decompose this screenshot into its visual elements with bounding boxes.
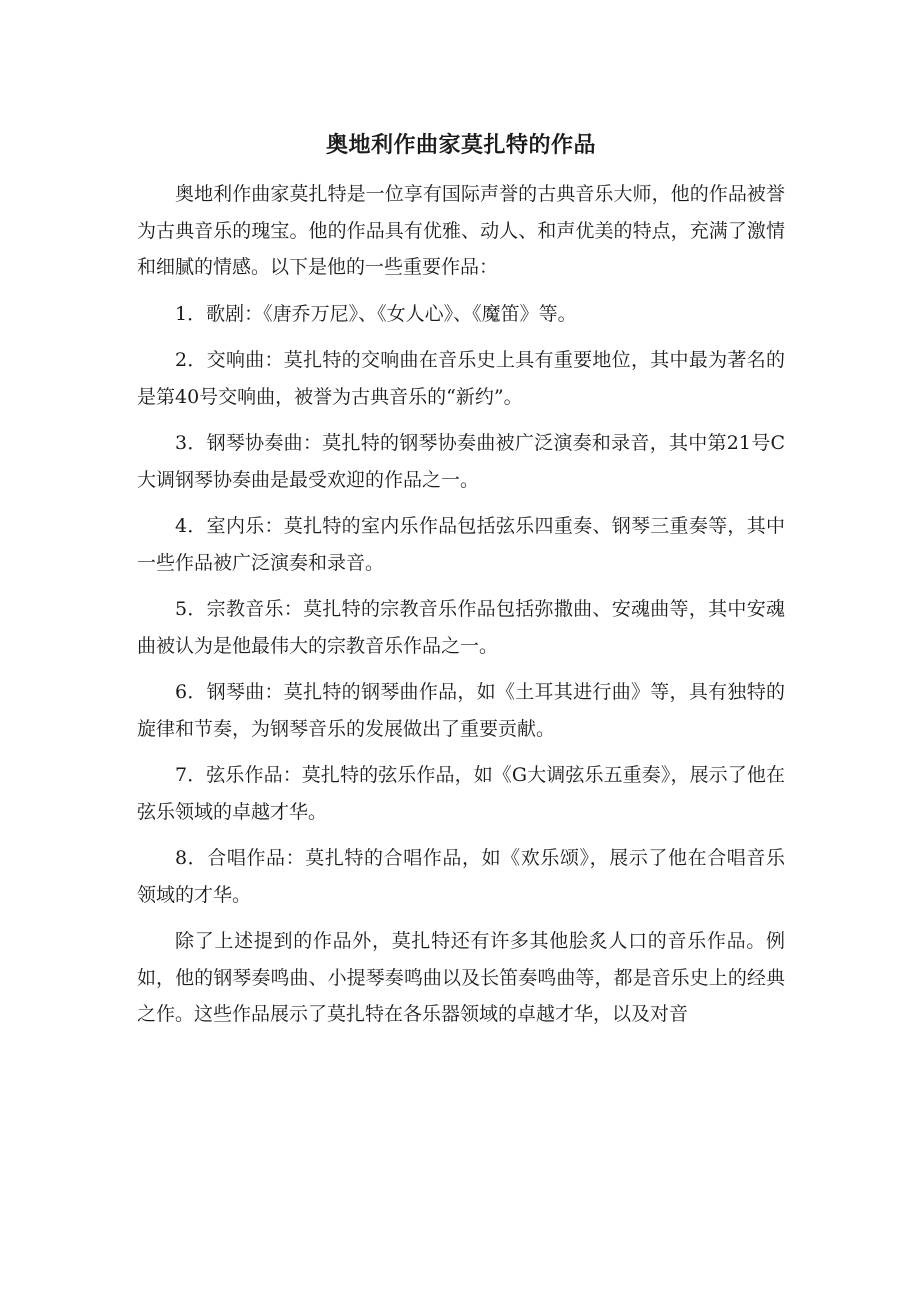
document-page bbox=[137, 128, 785, 1043]
list-item-chamber-music: 4．室内乐：莫扎特的室内乐作品包括弦乐四重奏、钢琴三重奏等，其中一些作品被广泛演奏和录音。 bbox=[137, 515, 785, 574]
list-item-piano-concerto: 3．钢琴协奏曲：莫扎特的钢琴协奏曲被广泛演奏和录音，其中第21号C大调钢琴协奏曲是最受欢迎的作品之一。 bbox=[137, 432, 785, 491]
list-item-opera: 1．歌剧：《唐乔万尼》、《女人心》、《魔笛》等。 bbox=[175, 302, 577, 325]
list-item-choral-works: 8．合唱作品：莫扎特的合唱作品，如《欢乐颂》，展示了他在合唱音乐领域的才华。 bbox=[137, 847, 785, 906]
list-item-sacred-music: 5．宗教音乐：莫扎特的宗教音乐作品包括弥撒曲、安魂曲等，其中安魂曲被认为是他最伟大的宗教音乐作品之一。 bbox=[137, 598, 785, 657]
document-title: 奥地利作曲家莫扎特的作品 bbox=[325, 132, 596, 158]
intro-paragraph: 奥地利作曲家莫扎特是一位享有国际声誉的古典音乐大师，他的作品被誉为古典音乐的瑰宝。他的作品具有优雅、动人、和声优美的特点，充满了激情和细腻的情感。以下是他的一些重要作品： bbox=[137, 183, 785, 278]
list-item-string-works: 7．弦乐作品：莫扎特的弦乐作品，如《G大调弦乐五重奏》，展示了他在弦乐领域的卓越才华。 bbox=[137, 764, 785, 823]
list-item-symphony: 2．交响曲：莫扎特的交响曲在音乐史上具有重要地位，其中最为著名的是第40号交响曲，被誉为古典音乐的“新约”。 bbox=[137, 349, 785, 408]
list-item-piano-works: 6．钢琴曲：莫扎特的钢琴曲作品，如《土耳其进行曲》等，具有独特的旋律和节奏，为钢琴音乐的发展做出了重要贡献。 bbox=[137, 681, 785, 740]
closing-paragraph: 除了上述提到的作品外，莫扎特还有许多其他脍炙人口的音乐作品。例如，他的钢琴奏鸣曲、小提琴奏鸣曲以及长笛奏鸣曲等，都是音乐史上的经典之作。这些作品展示了莫扎特在各乐器领域的卓越才华，以及对音 bbox=[137, 930, 785, 1025]
